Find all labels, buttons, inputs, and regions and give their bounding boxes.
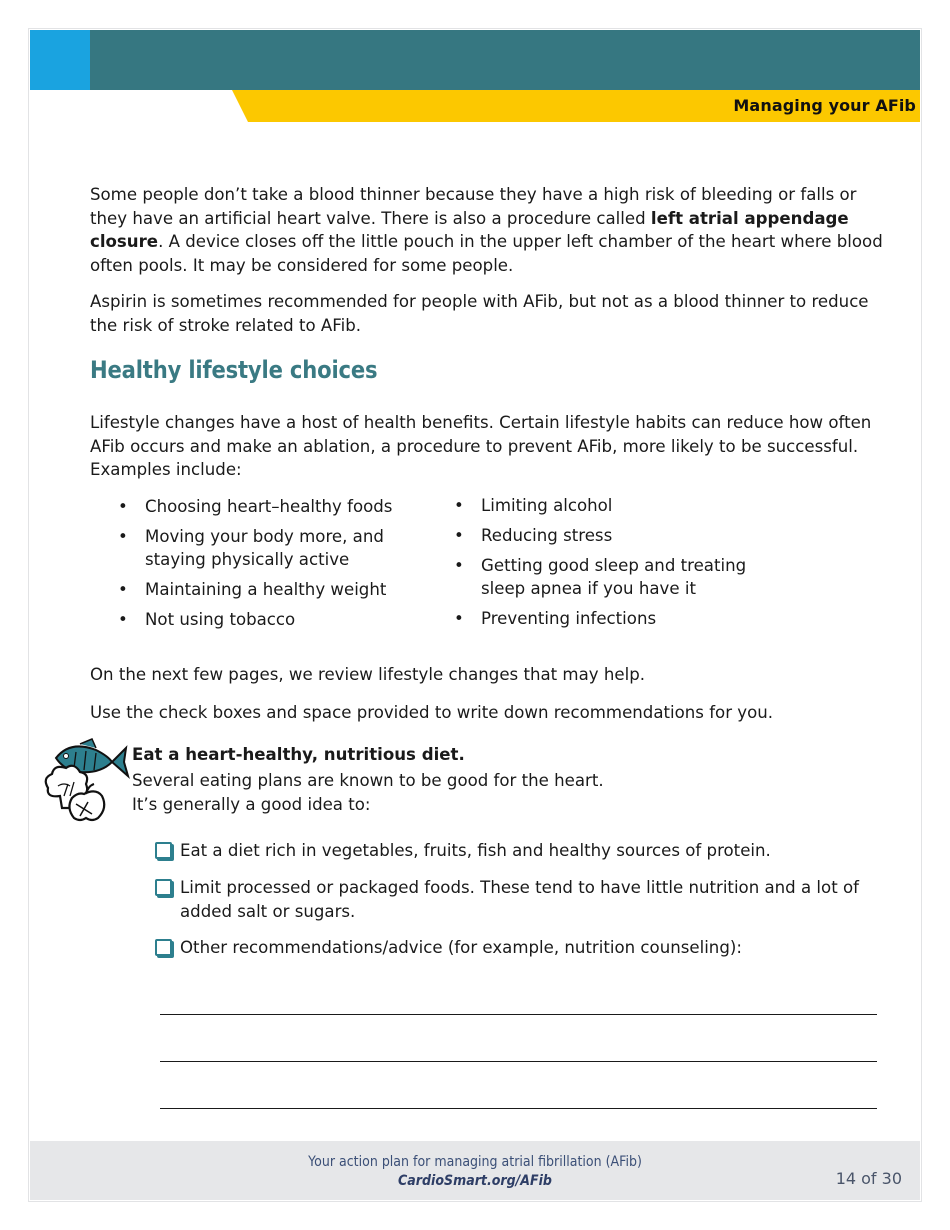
healthy-food-icon: [40, 738, 130, 824]
list-item-text: Getting good sleep and treating sleep apnea if you have it: [481, 556, 747, 598]
diet-subtext-line-2: It’s generally a good idea to:: [132, 794, 371, 814]
list-item: [454, 607, 784, 630]
intro-paragraph-2: Aspirin is sometimes recommended for people with AFib, but not as a blood thinner to reduce the risk of stroke related to AFib.: [90, 292, 869, 335]
diet-subtext-line-1: Several eating plans are known to be good for the heart.: [132, 771, 604, 790]
list-item: [454, 554, 784, 600]
list-item: [454, 494, 784, 517]
intro-paragraph-1: [90, 183, 890, 277]
checkbox-item[interactable]: [155, 876, 885, 923]
list-item-text: Reducing stress: [481, 526, 613, 545]
footer-url: CardioSmart.org/AFib: [398, 1173, 552, 1189]
footer-title: Your action plan for managing atrial fibrillation (AFib): [308, 1154, 642, 1170]
bullet-icon: •: [454, 526, 464, 545]
bullet-icon: •: [118, 497, 128, 516]
checkbox[interactable]: [155, 939, 172, 956]
bullet-icon: •: [118, 527, 128, 546]
checkbox-label: Other recommendations/advice (for example, nutrition counseling):: [180, 938, 742, 957]
list-item-text: Moving your body more, and staying physically active: [145, 527, 384, 569]
list-item-text: Not using tobacco: [145, 610, 296, 629]
bullet-icon: •: [454, 609, 464, 628]
lifestyle-heading: Healthy lifestyle choices: [90, 356, 378, 384]
checkbox-instructions: Use the check boxes and space provided to write down recommendations for you.: [90, 703, 774, 722]
list-item-text: Maintaining a healthy weight: [145, 580, 387, 599]
list-item: [454, 524, 784, 547]
write-in-line[interactable]: [160, 1061, 877, 1062]
header-teal-bar: [90, 30, 920, 90]
list-item: [118, 495, 418, 518]
page-number: 14 of 30: [835, 1169, 902, 1188]
header-blue-block: [30, 30, 90, 90]
checkbox-item[interactable]: [155, 839, 885, 863]
intro-p1-text-a: Some people don’t take a blood thinner because they have a high risk of bleeding or falls or they have an artificial heart valve. There is also a procedure called: [90, 185, 857, 228]
lifestyle-list-left: [118, 495, 418, 638]
list-item: [118, 608, 418, 631]
intro-p1-text-b: . A device closes off the little pouch in the upper left chamber of the heart where blood often pools. It may be considered for some people.: [90, 232, 883, 275]
diet-heading: Eat a heart-healthy, nutritious diet.: [132, 745, 465, 764]
bullet-icon: •: [118, 610, 128, 629]
lifestyle-list-right: [454, 494, 784, 637]
checkbox-item[interactable]: [155, 936, 885, 960]
bullet-icon: •: [118, 580, 128, 599]
bullet-icon: •: [454, 556, 464, 575]
diet-subtext: [132, 769, 832, 816]
lifestyle-intro: Lifestyle changes have a host of health benefits. Certain lifestyle habits can reduce how often AFib occurs and make an ablation, a procedure to prevent AFib, more likely to be successful. Examples include:: [90, 413, 872, 479]
page-footer: [30, 1141, 920, 1200]
list-item-text: Choosing heart–healthy foods: [145, 497, 393, 516]
list-item: [118, 578, 418, 601]
list-item-text: Preventing infections: [481, 609, 657, 628]
list-item: [118, 525, 418, 571]
checkbox-label: Limit processed or packaged foods. These tend to have little nutrition and a lot of added salt or sugars.: [180, 878, 859, 921]
write-in-line[interactable]: [160, 1108, 877, 1109]
section-title: Managing your AFib: [733, 96, 916, 115]
checkbox[interactable]: [155, 879, 172, 896]
next-pages-note: On the next few pages, we review lifestyle changes that may help.: [90, 665, 646, 684]
checkbox[interactable]: [155, 842, 172, 859]
intro-p1-bold-term: left atrial appendage closure: [90, 208, 849, 251]
write-in-line[interactable]: [160, 1014, 877, 1015]
bullet-icon: •: [454, 496, 464, 515]
checkbox-label: Eat a diet rich in vegetables, fruits, fish and healthy sources of protein.: [180, 841, 771, 860]
list-item-text: Limiting alcohol: [481, 496, 613, 515]
